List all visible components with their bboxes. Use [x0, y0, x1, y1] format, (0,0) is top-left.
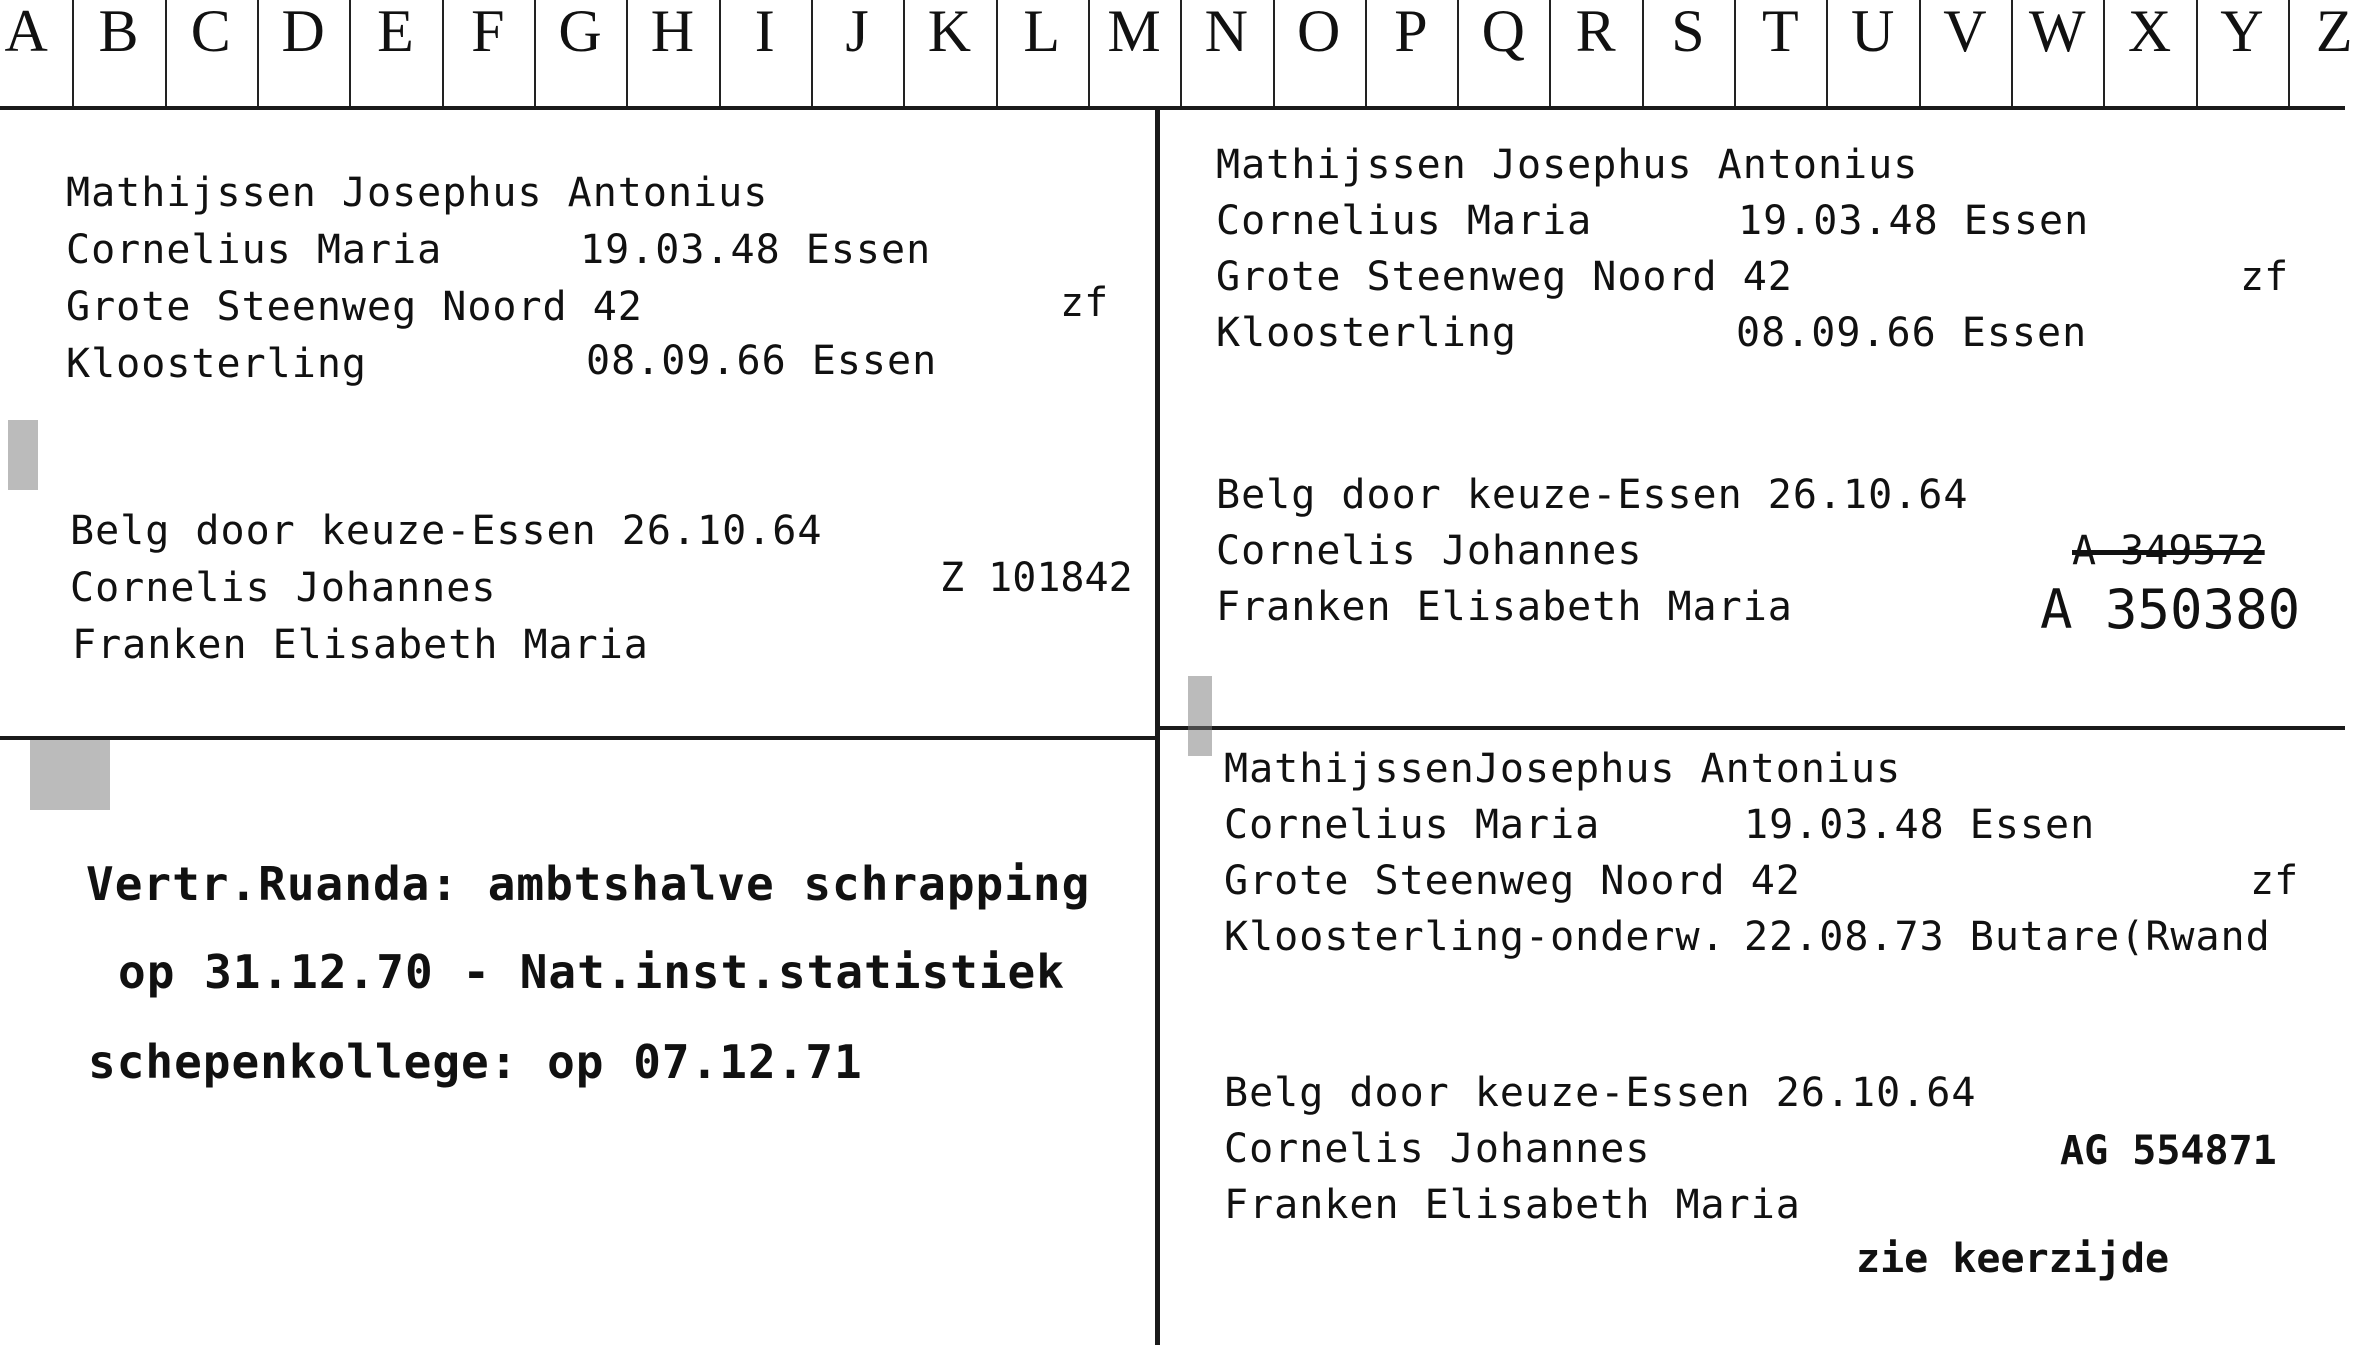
card-father: Cornelis Johannes — [1216, 528, 1643, 574]
card-council-date: schepenkollege: op 07.12.71 — [88, 1035, 863, 1089]
card-nationality: Belg door keuze-Essen 26.10.64 — [1216, 472, 1969, 518]
card-removal-note: Vertr.Ruanda: ambtshalve schrapping — [86, 857, 1091, 911]
card-father: Cornelis Johannes — [1224, 1126, 1651, 1172]
card-id-number: Z 101842 — [940, 555, 1133, 601]
alphabet-divider — [2196, 0, 2198, 108]
alphabet-letter-j: J — [845, 0, 869, 64]
card-removal-date: op 31.12.70 - Nat.inst.statistiek — [118, 945, 1065, 999]
card-occupation: Kloosterling — [66, 341, 367, 387]
card-given-names: Cornelius Maria — [1224, 802, 1601, 848]
alphabet-letter-i: I — [754, 0, 775, 64]
alphabet-divider — [534, 0, 536, 108]
alphabet-divider — [1919, 0, 1921, 108]
alphabet-letter-p: P — [1394, 0, 1428, 64]
card-address: Grote Steenweg Noord 42 — [66, 284, 643, 330]
alphabet-letter-x: X — [2127, 0, 2172, 64]
scan-speck — [30, 740, 110, 810]
alphabet-letter-k: K — [927, 0, 972, 64]
alphabet-letter-t: T — [1761, 0, 1799, 64]
alphabet-divider — [2011, 0, 2013, 108]
alphabet-divider — [442, 0, 444, 108]
card-father: Cornelis Johannes — [70, 565, 497, 611]
alphabet-divider — [1642, 0, 1644, 108]
card-address: Grote Steenweg Noord 42 — [1216, 254, 1793, 300]
scan-speck — [8, 420, 38, 490]
alphabet-letter-d: D — [281, 0, 325, 64]
card-id-number: A 350380 — [2040, 578, 2301, 641]
scan-speck — [1188, 676, 1212, 756]
card-address: Grote Steenweg Noord 42 — [1224, 858, 1801, 904]
card-see-reverse-note: zie keerzijde — [1856, 1236, 2170, 1282]
card-id-number: AG 554871 — [2060, 1128, 2277, 1174]
registry-card-top-left — [0, 110, 1155, 736]
alphabet-letter-c: C — [190, 0, 231, 64]
card-mother: Franken Elisabeth Maria — [1216, 584, 1793, 630]
card-name-line: Mathijssen Josephus Antonius — [66, 170, 769, 216]
alphabet-letter-l: L — [1023, 0, 1061, 64]
alphabet-divider — [903, 0, 905, 108]
card-occupation: Kloosterling — [1216, 310, 1517, 356]
registry-card-top-right — [1160, 110, 2345, 726]
alphabet-divider — [1734, 0, 1736, 108]
card-mark: zf — [2250, 858, 2299, 904]
alphabet-index-header — [0, 0, 2353, 110]
alphabet-divider — [626, 0, 628, 108]
card-mark: zf — [2240, 254, 2289, 300]
card-name-line: Mathijssen Josephus Antonius — [1216, 142, 1919, 188]
alphabet-letter-m: M — [1107, 0, 1161, 64]
alphabet-letter-b: B — [98, 0, 139, 64]
card-mother: Franken Elisabeth Maria — [1224, 1182, 1801, 1228]
card-nationality: Belg door keuze-Essen 26.10.64 — [70, 508, 823, 554]
alphabet-letter-e: E — [377, 0, 414, 64]
alphabet-divider — [1180, 0, 1182, 108]
alphabet-divider — [719, 0, 721, 108]
alphabet-letter-y: Y — [2220, 0, 2264, 64]
card-given-names: Cornelius Maria — [1216, 198, 1593, 244]
alphabet-letter-n: N — [1204, 0, 1249, 64]
alphabet-divider — [2288, 0, 2290, 108]
alphabet-letter-r: R — [1575, 0, 1616, 64]
alphabet-divider — [1549, 0, 1551, 108]
card-birth-info: 19.03.48 Essen — [1744, 802, 2096, 848]
alphabet-divider — [1273, 0, 1275, 108]
alphabet-letter-f: F — [471, 0, 505, 64]
alphabet-divider — [996, 0, 998, 108]
card-nationality: Belg door keuze-Essen 26.10.64 — [1224, 1070, 1977, 1116]
card-birth-info: 19.03.48 Essen — [580, 227, 932, 273]
card-mother: Franken Elisabeth Maria — [72, 622, 649, 668]
alphabet-letter-o: O — [1297, 0, 1341, 64]
alphabet-divider — [811, 0, 813, 108]
alphabet-letter-s: S — [1671, 0, 1705, 64]
alphabet-divider — [2103, 0, 2105, 108]
card-birth-info: 19.03.48 Essen — [1738, 198, 2090, 244]
card-occupation: Kloosterling-onderw. — [1224, 914, 1726, 960]
alphabet-divider — [72, 0, 74, 108]
alphabet-letter-w: W — [2028, 0, 2086, 64]
card-mark: zf — [1060, 280, 1109, 326]
alphabet-letter-g: G — [558, 0, 602, 64]
card-old-id-number: A 349572 — [2072, 528, 2265, 574]
alphabet-divider — [1457, 0, 1459, 108]
alphabet-divider — [257, 0, 259, 108]
alphabet-divider — [349, 0, 351, 108]
card-occupation-date: 22.08.73 Butare(Rwand — [1744, 914, 2271, 960]
card-given-names: Cornelius Maria — [66, 227, 443, 273]
alphabet-letter-a: A — [4, 0, 48, 64]
alphabet-letter-v: V — [1943, 0, 1987, 64]
registry-card-bottom-left — [0, 740, 1155, 1345]
card-occupation-date: 08.09.66 Essen — [586, 338, 938, 384]
alphabet-letter-z: Z — [2315, 0, 2353, 64]
alphabet-letter-u: U — [1850, 0, 1895, 64]
alphabet-divider — [1365, 0, 1367, 108]
alphabet-letter-q: Q — [1481, 0, 1525, 64]
registry-card-bottom-right — [1160, 730, 2345, 1345]
card-occupation-date: 08.09.66 Essen — [1736, 310, 2088, 356]
card-name-line: MathijssenJosephus Antonius — [1224, 746, 1902, 792]
alphabet-divider — [1088, 0, 1090, 108]
alphabet-divider — [1826, 0, 1828, 108]
alphabet-divider — [165, 0, 167, 108]
alphabet-letter-h: H — [650, 0, 695, 64]
